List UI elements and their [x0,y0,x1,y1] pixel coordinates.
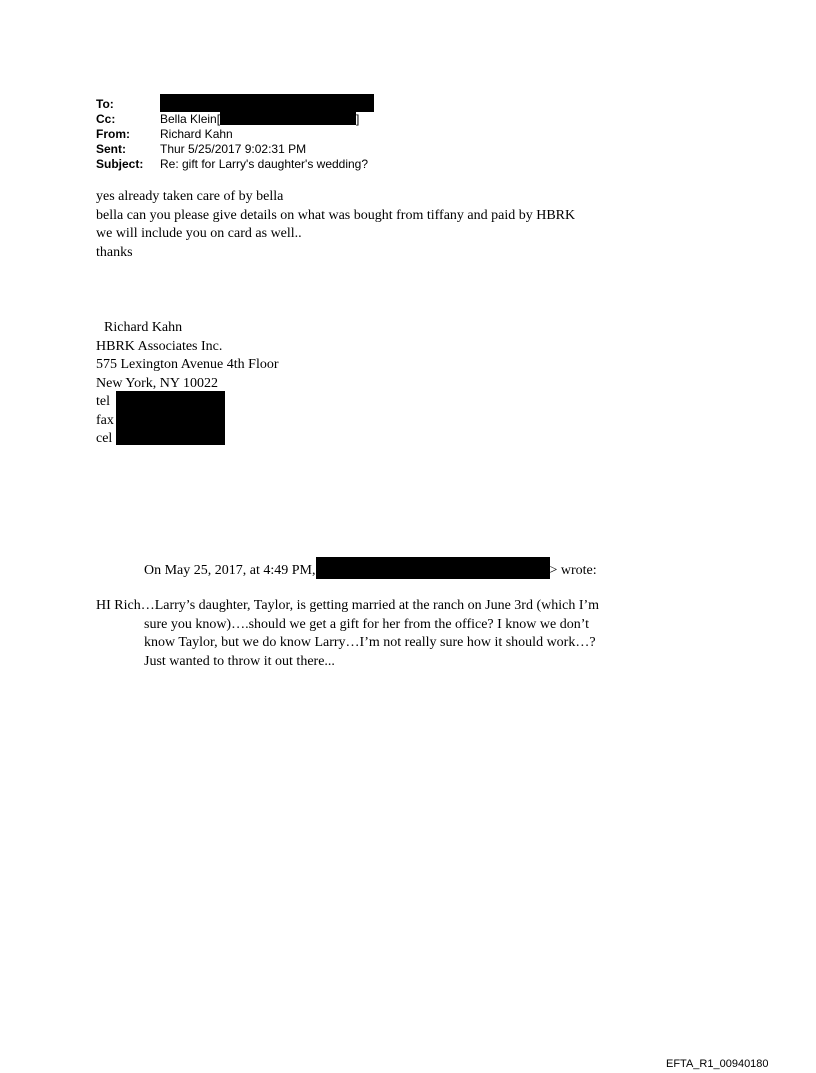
quote-intro: On May 25, 2017, at 4:49 PM, [144,563,316,578]
quote-attribution [144,557,597,581]
fax-label: fax [96,412,114,428]
to-row [96,97,374,112]
from-label: From: [96,127,130,141]
cc-redaction [220,112,356,125]
phone-redaction [116,391,225,445]
body-line: bella can you please give details on what was bought from tiffany and paid by HBRK [96,207,576,223]
quoted-line: sure you know)….should we get a gift for her from the office? I know we don’t [144,616,590,632]
sent-value: Thur 5/25/2017 9:02:31 PM [160,142,307,156]
from-value: Richard Kahn [160,127,233,141]
subject-row [96,157,374,172]
cc-tail: ] [356,112,360,126]
signature-name: Richard Kahn [104,320,183,335]
document-id: EFTA_R1_00940180 [666,1058,769,1070]
subject-value: Re: gift for Larry's daughter's wedding? [160,157,369,171]
quoted-line: HI Rich…Larry’s daughter, Taylor, is getting married at the ranch on June 3rd (which I’m [96,598,600,613]
cc-label: Cc: [96,112,116,126]
signature-address-2: New York, NY 10022 [96,375,218,391]
body-line: thanks [96,244,133,260]
quoted-message [96,597,599,671]
sent-label: Sent: [96,142,126,156]
cc-value: Bella Klein[ [160,112,221,126]
body-line: yes already taken care of by bella [96,189,284,204]
to-redaction [160,94,374,112]
subject-label: Subject: [96,157,144,171]
sender-redaction [316,557,550,579]
cel-label: cel [96,431,113,446]
to-label: To: [96,97,114,111]
cc-row [96,112,374,127]
tel-label: tel [96,394,110,409]
signature-company: HBRK Associates Inc. [96,338,223,354]
from-row [96,127,374,142]
quoted-line: know Taylor, but we do know Larry…I’m not really sure how it should work…? [144,635,596,650]
sent-row [96,142,374,157]
quote-wrote: > wrote: [549,563,597,578]
signature-address-1: 575 Lexington Avenue 4th Floor [96,357,279,372]
message-body [96,188,575,262]
body-line: we will include you on card as well.. [96,226,302,241]
email-header [96,97,374,172]
quoted-line: Just wanted to throw it out there... [144,653,335,669]
